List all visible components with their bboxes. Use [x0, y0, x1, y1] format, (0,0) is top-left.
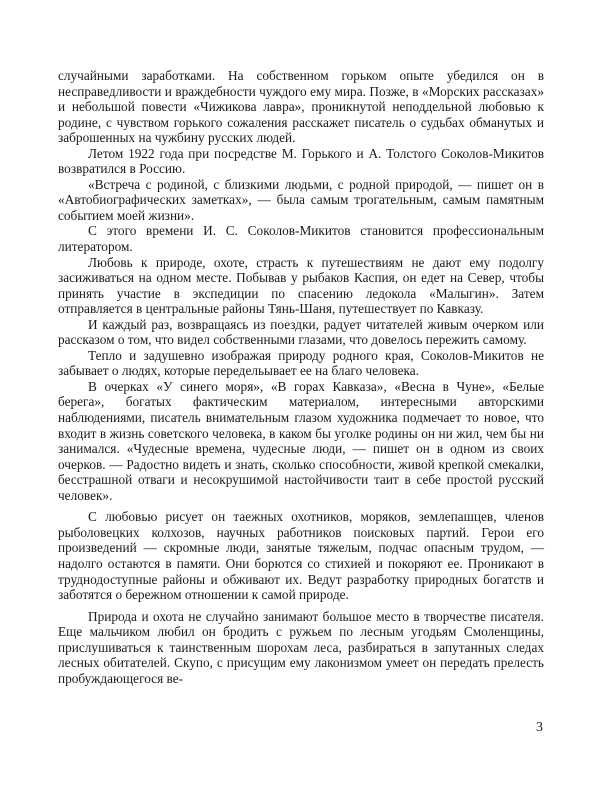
- paragraph: С любовью рисует он таежных охотников, моряков, землепашцев, членов рыболовецких колхозов, научных работников поисковых партий. Герои его произведений — скромные люди, занятые тяжелым, подчас опасным трудом, — надолго остаются в памяти. Они борются со стихией и покоряют ее. Проникают в труднодоступные районы и обживают их. Ведут разработку природных богатств и заботятся о бережном отношении к самой природе.: [58, 509, 544, 603]
- body-text: [58, 68, 544, 686]
- paragraph: И каждый раз, возвращаясь из поездки, радует читателей живым очерком или рассказом о том, что видел собственными глазами, что довелось пережить самому.: [58, 316, 544, 348]
- paragraph: «Встреча с родиной, с близкими людьми, с родной природой, — пишет он в «Автобиографических заметках», — была самым трогательным, самым памятным событием моей жизни».: [58, 176, 544, 223]
- paragraph: Любовь к природе, охоте, страсть к путешествиям не дают ему подолгу засиживаться на одном месте. Побывав у рыбаков Каспия, он едет на Север, чтобы принять участие в экспедиции по спасению ледокола «Малыгин». Затем отправляется в центральные районы Тянь-Шаня, путешествует по Кавказу.: [58, 254, 544, 317]
- page-number: 3: [536, 720, 543, 735]
- paragraph: В очерках «У синего моря», «В горах Кавказа», «Весна в Чуне», «Белые берега», богатых фактическим материалом, интересными авторскими наблюдениями, писатель внимательным глазом художника подмечает то новое, что входит в жизнь советского человека, в каком бы уголке родины он ни жил, чем бы ни занимался. «Чудесные времена, чудесные люди, — пишет он в одном из своих очерков. — Радостно видеть и знать, сколько способности, живой крепкой смекалки, бесстрашной отваги и несокрушимой настойчивости таит в себе простой русский человек».: [58, 378, 544, 503]
- paragraph: Тепло и задушевно изображая природу родного края, Соколов-Микитов не забывает о людях, которые передельывает ее на благо человека.: [58, 347, 544, 379]
- paragraph: Природа и охота не случайно занимают большое место в творчестве писателя. Еще мальчиком любил он бродить с ружьем по лесным угодьям Смоленщины, прислушиваться к таинственным шорохам леса, разбираться в запутанных следах лесных обитателей. Скупо, с присущим ему лаконизмом умеет он передать прелесть пробуждающегося ве-: [58, 608, 544, 686]
- paragraph: Летом 1922 года при посредстве М. Горького и А. Толстого Соколов-Микитов возвратился в Россию.: [58, 145, 544, 177]
- paragraph: случайными заработками. На собственном горьком опыте убедился он в несправедливости и враждебности чуждого ему мира. Позже, в «Морских рассказах» и небольшой повести «Чижикова лавра», проникнутой неподдельной любовью к родине, с чувством горького сожаления расскажет писатель о судьбах обманутых и заброшенных на чужбину русских людей.: [58, 68, 544, 146]
- paragraph: С этого времени И. С. Соколов-Микитов становится профессиональным литератором.: [58, 223, 544, 255]
